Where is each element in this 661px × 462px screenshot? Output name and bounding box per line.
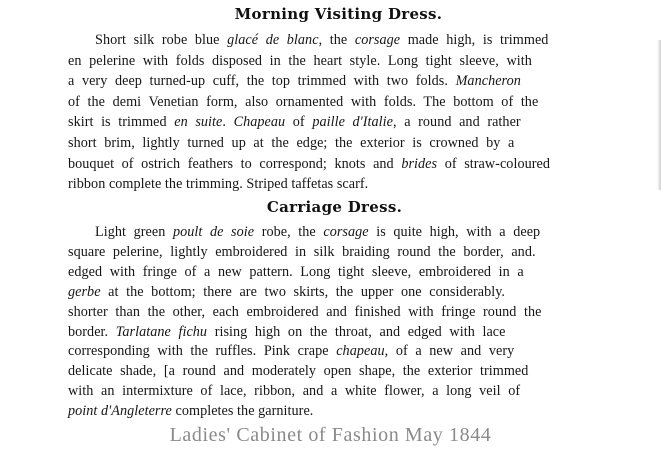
text-line bbox=[68, 323, 505, 341]
text-line bbox=[68, 243, 536, 261]
text-run: bouquet of ostrich feathers to correspond; knots and bbox=[68, 155, 402, 172]
text-run: of the demi Venetian form, also ornamented with folds. The bottom of the bbox=[68, 93, 539, 110]
text-line bbox=[68, 402, 313, 420]
text-run: Short silk robe blue bbox=[95, 32, 228, 48]
text-line bbox=[95, 223, 540, 241]
text-line bbox=[68, 342, 514, 360]
source-caption: Ladies' Cabinet of Fashion May 1844 bbox=[169, 424, 492, 446]
text-line bbox=[68, 52, 532, 70]
text-run: completes the garniture. bbox=[171, 403, 314, 420]
text-run: , a round and rather bbox=[393, 114, 521, 131]
text-run: en pelerine with folds disposed in the heart style. Long tight sleeve, with bbox=[68, 52, 532, 69]
text-run: , the bbox=[318, 32, 355, 48]
text-run: skirt is trimmed bbox=[68, 114, 175, 131]
text-line bbox=[68, 72, 521, 90]
text-run: edged with fringe of a new pattern. Long tight sleeve, embroidered in a bbox=[68, 263, 524, 280]
text-line bbox=[68, 93, 538, 111]
text-line bbox=[95, 31, 548, 49]
text-run: , of a new and very bbox=[384, 343, 515, 360]
text-line bbox=[68, 134, 514, 152]
text-run: square pelerine, lightly embroidered in silk braiding round the border, and. bbox=[68, 243, 536, 260]
section-title-morning-visiting-dress: Morning Visiting Dress. bbox=[234, 5, 443, 23]
text-run: Light green bbox=[95, 224, 173, 240]
text-run: short brim, lightly turned up at the edge; the exterior is crowned by a bbox=[68, 135, 515, 151]
text-run: ribbon complete the trimming. Striped taffetas scarf. bbox=[68, 176, 369, 193]
text-line bbox=[68, 362, 528, 380]
text-run: with an intermixture of lace, ribbon, and a white flower, a long veil of bbox=[68, 383, 521, 400]
text-run: at the bottom; there are two skirts, the upper one considerably. bbox=[100, 283, 506, 300]
text-line bbox=[68, 175, 368, 193]
text-line bbox=[68, 263, 524, 281]
italic-term: point d'Angleterre bbox=[68, 403, 172, 420]
italic-term: en suite bbox=[174, 114, 223, 131]
italic-term: chapeau bbox=[336, 343, 385, 360]
page-edge-shadow bbox=[657, 40, 661, 190]
text-line bbox=[68, 113, 521, 131]
italic-term: Mancheron bbox=[455, 73, 521, 90]
text-run: . bbox=[222, 114, 234, 131]
text-line bbox=[68, 155, 550, 173]
italic-term: paille d'Italie bbox=[312, 114, 393, 131]
text-run: of straw-coloured bbox=[437, 155, 550, 172]
text-run: border. bbox=[68, 323, 116, 340]
text-line bbox=[68, 283, 505, 301]
italic-term: brides bbox=[401, 155, 438, 172]
text-line bbox=[68, 303, 541, 321]
italic-term: Chapeau bbox=[233, 114, 286, 131]
text-run: shorter than the other, each embroidered and finished with fringe round the bbox=[68, 303, 542, 320]
text-run: is quite high, with a deep bbox=[368, 224, 541, 240]
text-run: made high, is trimmed bbox=[400, 32, 549, 48]
text-run: robe, the bbox=[254, 224, 324, 240]
italic-term: gerbe bbox=[68, 283, 101, 300]
text-run: a very deep turned-up cuff, the top trimmed with two folds. bbox=[68, 73, 456, 90]
text-line bbox=[68, 382, 520, 400]
italic-term: corsage bbox=[354, 32, 401, 48]
italic-term: Tarlatane fichu bbox=[115, 323, 208, 340]
italic-term: poult de soie bbox=[172, 224, 255, 240]
italic-term: glacé de blanc bbox=[227, 32, 319, 48]
text-run: rising high on the throat, and edged with lace bbox=[207, 323, 506, 340]
text-run: of bbox=[285, 114, 313, 131]
italic-term: corsage bbox=[323, 224, 369, 240]
section-title-carriage-dress: Carriage Dress. bbox=[266, 198, 403, 216]
text-run: corresponding with the ruffles. Pink crape bbox=[68, 343, 337, 360]
text-run: delicate shade, [a round and moderately open shape, the exterior trimmed bbox=[68, 363, 529, 380]
